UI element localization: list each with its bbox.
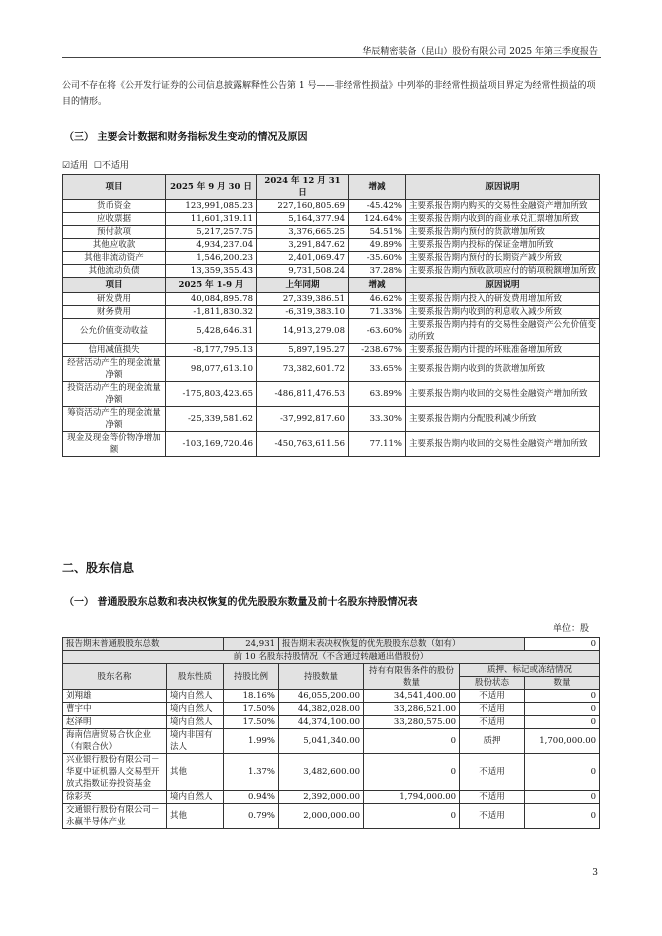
- col-count-header: 数量: [525, 677, 600, 690]
- item-name-cell: 公允价值变动收益: [63, 319, 166, 344]
- top10-title: 前 10 名股东持股情况（不含通过转融通出借股份）: [63, 651, 600, 664]
- header-divider: [62, 57, 601, 58]
- pledge-count-cell: 0: [525, 703, 600, 716]
- holder-nature-cell: 境内自然人: [167, 791, 224, 804]
- value-cell: 5,428,646.31: [166, 319, 257, 344]
- section-heading-shareholders: 二、股东信息: [62, 561, 135, 575]
- table-header-cell: 2024 年 12 月 31 日: [257, 175, 349, 200]
- table-row: [63, 407, 600, 432]
- value-cell: 1,546,200.23: [166, 252, 257, 265]
- item-name-cell: 其他流动负债: [63, 265, 166, 278]
- pledge-count-cell: 0: [525, 804, 600, 829]
- value-cell: 13,359,355.43: [166, 265, 257, 278]
- pledge-status-cell: 不适用: [460, 804, 525, 829]
- table-row: [63, 200, 600, 213]
- value-cell: 54.51%: [349, 226, 406, 239]
- value-cell: 14,913,279.08: [257, 319, 349, 344]
- shareholder-row: [63, 804, 600, 829]
- holder-name-cell: 刘翔雄: [63, 690, 167, 703]
- table-row: [63, 357, 600, 382]
- restricted-qty-cell: 0: [364, 729, 460, 754]
- value-cell: 46.62%: [349, 293, 406, 306]
- shareholders-table: [62, 637, 600, 829]
- value-cell: 11,601,319.11: [166, 213, 257, 226]
- col-name-header: 股东名称: [63, 664, 167, 690]
- shareholder-row: [63, 791, 600, 804]
- holder-nature-cell: 其他: [167, 754, 224, 791]
- table-header-cell: 上年同期: [257, 278, 349, 293]
- value-cell: -175,803,423.65: [166, 382, 257, 407]
- reason-cell: 主要系报告期内收到的利息收入减少所致: [406, 306, 600, 319]
- reason-cell: 主要系报告期内收回的交易性金融资产增加所致: [406, 382, 600, 407]
- holder-ratio-cell: 17.50%: [224, 716, 279, 729]
- shareholder-row: [63, 754, 600, 791]
- table-row: [63, 432, 600, 457]
- holder-qty-cell: 2,000,000.00: [279, 804, 364, 829]
- value-cell: -25,339,581.62: [166, 407, 257, 432]
- section-heading-top-shareholders: （一） 普通股股东总数和表决权恢复的优先股股东数量及前十名股东持股情况表: [64, 597, 418, 608]
- total-holders-value: 24,931: [224, 638, 279, 651]
- value-cell: -35.60%: [349, 252, 406, 265]
- value-cell: -238.67%: [349, 344, 406, 357]
- pledge-count-cell: 0: [525, 690, 600, 703]
- page-header: 华辰精密装备（昆山）股份有限公司 2025 年第三季度报告: [362, 47, 598, 57]
- value-cell: 27,339,386.51: [257, 293, 349, 306]
- reason-cell: 主要系报告期内收到的货款增加所致: [406, 357, 600, 382]
- holder-nature-cell: 其他: [167, 804, 224, 829]
- holder-qty-cell: 5,041,340.00: [279, 729, 364, 754]
- col-status-header: 股份状态: [460, 677, 525, 690]
- item-name-cell: 货币资金: [63, 200, 166, 213]
- table-row: [63, 239, 600, 252]
- table-row: [63, 306, 600, 319]
- value-cell: 33.65%: [349, 357, 406, 382]
- holder-qty-cell: 3,482,600.00: [279, 754, 364, 791]
- table-row: [63, 293, 600, 306]
- holder-ratio-cell: 0.94%: [224, 791, 279, 804]
- financial-changes-table: [62, 174, 600, 457]
- value-cell: -450,763,611.56: [257, 432, 349, 457]
- holder-qty-cell: 44,374,100.00: [279, 716, 364, 729]
- pledge-status-cell: 质押: [460, 729, 525, 754]
- holder-name-cell: 兴业银行股份有限公司－华夏中证机器人交易型开放式指数证券投资基金: [63, 754, 167, 791]
- item-name-cell: 筹资活动产生的现金流量净额: [63, 407, 166, 432]
- value-cell: 123,991,085.23: [166, 200, 257, 213]
- col-restricted-header: 持有有限售条件的股份数量: [364, 664, 460, 690]
- not-applicable-checkbox: ☐不适用: [93, 161, 129, 171]
- value-cell: 73,382,601.72: [257, 357, 349, 382]
- reason-cell: 主要系报告期内投标的保证金增加所致: [406, 239, 600, 252]
- shareholder-row: [63, 729, 600, 754]
- item-name-cell: 现金及现金等价物净增加额: [63, 432, 166, 457]
- pledge-count-cell: 0: [525, 716, 600, 729]
- pledge-status-cell: 不适用: [460, 716, 525, 729]
- value-cell: -1,811,830.32: [166, 306, 257, 319]
- applicability-checkboxes: [62, 158, 129, 171]
- holder-ratio-cell: 1.37%: [224, 754, 279, 791]
- value-cell: -8,177,795.13: [166, 344, 257, 357]
- value-cell: 227,160,805.69: [257, 200, 349, 213]
- pledge-status-cell: 不适用: [460, 703, 525, 716]
- table-row: [63, 213, 600, 226]
- value-cell: 98,077,613.10: [166, 357, 257, 382]
- table-row: [63, 265, 600, 278]
- value-cell: 77.11%: [349, 432, 406, 457]
- value-cell: -486,811,476.53: [257, 382, 349, 407]
- reason-cell: 主要系报告期内分配股利减少所致: [406, 407, 600, 432]
- pref-holders-value: 0: [525, 638, 600, 651]
- pledge-count-cell: 0: [525, 791, 600, 804]
- pledge-status-cell: 不适用: [460, 690, 525, 703]
- unit-label: 单位：股: [552, 624, 589, 634]
- pledge-status-cell: 不适用: [460, 791, 525, 804]
- item-name-cell: 信用减值损失: [63, 344, 166, 357]
- item-name-cell: 预付款项: [63, 226, 166, 239]
- intro-paragraph: 公司不存在将《公开发行证券的公司信息披露解释性公告第 1 号——非经常性损益》中列举的非经常性损益项目界定为经常性损益的项目的情形。: [62, 81, 596, 107]
- value-cell: 49.89%: [349, 239, 406, 252]
- pledge-status-cell: 不适用: [460, 754, 525, 791]
- holder-ratio-cell: 1.99%: [224, 729, 279, 754]
- value-cell: 37.28%: [349, 265, 406, 278]
- col-nature-header: 股东性质: [167, 664, 224, 690]
- table-header-cell: 2025 年 1-9 月: [166, 278, 257, 293]
- holder-nature-cell: 境内自然人: [167, 690, 224, 703]
- holder-qty-cell: 44,382,028.00: [279, 703, 364, 716]
- reason-cell: 主要系报告期内预付的货款增加所致: [406, 226, 600, 239]
- item-name-cell: 其他非流动资产: [63, 252, 166, 265]
- applicable-checkbox: ☑适用: [62, 161, 89, 171]
- reason-cell: 主要系报告期内投入的研发费用增加所致: [406, 293, 600, 306]
- holder-name-cell: 赵泽明: [63, 716, 167, 729]
- restricted-qty-cell: 0: [364, 754, 460, 791]
- reason-cell: 主要系报告期内预付的长期资产减少所致: [406, 252, 600, 265]
- holder-nature-cell: 境内自然人: [167, 703, 224, 716]
- value-cell: 5,164,377.94: [257, 213, 349, 226]
- restricted-qty-cell: 34,541,400.00: [364, 690, 460, 703]
- table-header-cell: 项目: [63, 175, 166, 200]
- shareholder-row: [63, 716, 600, 729]
- reason-cell: 主要系报告期内购买的交易性金融资产增加所致: [406, 200, 600, 213]
- table-row: [63, 252, 600, 265]
- table-row: [63, 226, 600, 239]
- reason-cell: 主要系报告期内计提的坏账准备增加所致: [406, 344, 600, 357]
- holder-name-cell: 曹宇中: [63, 703, 167, 716]
- item-name-cell: 投资活动产生的现金流量净额: [63, 382, 166, 407]
- table-header-row: [63, 175, 600, 200]
- page-number: 3: [592, 868, 598, 878]
- col-ratio-header: 持股比例: [224, 664, 279, 690]
- value-cell: 5,217,257.75: [166, 226, 257, 239]
- holder-name-cell: 交通银行股份有限公司－永赢半导体产业: [63, 804, 167, 829]
- restricted-qty-cell: 33,286,521.00: [364, 703, 460, 716]
- table-header-cell: 原因说明: [406, 278, 600, 293]
- table-row: [63, 319, 600, 344]
- value-cell: 3,291,847.62: [257, 239, 349, 252]
- value-cell: 2,401,069.47: [257, 252, 349, 265]
- value-cell: 71.33%: [349, 306, 406, 319]
- value-cell: -6,319,383.10: [257, 306, 349, 319]
- total-holders-label: 报告期末普通股股东总数: [63, 638, 224, 651]
- value-cell: -45.42%: [349, 200, 406, 213]
- reason-cell: 主要系报告期内收回的交易性金融资产增加所致: [406, 432, 600, 457]
- shareholder-row: [63, 690, 600, 703]
- value-cell: -37,992,817.60: [257, 407, 349, 432]
- value-cell: 9,731,508.24: [257, 265, 349, 278]
- restricted-qty-cell: 0: [364, 804, 460, 829]
- value-cell: 63.89%: [349, 382, 406, 407]
- reason-cell: 主要系报告期内收到的商业承兑汇票增加所致: [406, 213, 600, 226]
- col-pledge-header: 质押、标记或冻结情况: [460, 664, 600, 677]
- pledge-count-cell: 1,700,000.00: [525, 729, 600, 754]
- holder-nature-cell: 境内非国有法人: [167, 729, 224, 754]
- holder-ratio-cell: 17.50%: [224, 703, 279, 716]
- reason-cell: 主要系报告期内持有的交易性金融资产公允价值变动所致: [406, 319, 600, 344]
- value-cell: 3,376,665.25: [257, 226, 349, 239]
- reason-cell: 主要系报告期内预收款项应付的销项税额增加所致: [406, 265, 600, 278]
- value-cell: 4,934,237.04: [166, 239, 257, 252]
- restricted-qty-cell: 33,280,575.00: [364, 716, 460, 729]
- pledge-count-cell: 0: [525, 754, 600, 791]
- table-header-cell: 项目: [63, 278, 166, 293]
- table-header-cell: 增减: [349, 175, 406, 200]
- table-row: [63, 344, 600, 357]
- value-cell: -63.60%: [349, 319, 406, 344]
- col-qty-header: 持股数量: [279, 664, 364, 690]
- value-cell: 124.64%: [349, 213, 406, 226]
- item-name-cell: 财务费用: [63, 306, 166, 319]
- shareholder-row: [63, 703, 600, 716]
- item-name-cell: 研发费用: [63, 293, 166, 306]
- item-name-cell: 其他应收款: [63, 239, 166, 252]
- value-cell: 40,084,895.78: [166, 293, 257, 306]
- holder-name-cell: 海南信唐贸易合伙企业（有限合伙）: [63, 729, 167, 754]
- value-cell: -103,169,720.46: [166, 432, 257, 457]
- table-header-cell: 2025 年 9 月 30 日: [166, 175, 257, 200]
- restricted-qty-cell: 1,794,000.00: [364, 791, 460, 804]
- holder-ratio-cell: 18.16%: [224, 690, 279, 703]
- pref-holders-label: 报告期末表决权恢复的优先股股东总数（如有）: [279, 638, 525, 651]
- table-header-row: [63, 278, 600, 293]
- item-name-cell: 经营活动产生的现金流量净额: [63, 357, 166, 382]
- item-name-cell: 应收票据: [63, 213, 166, 226]
- table-header-cell: 增减: [349, 278, 406, 293]
- value-cell: 5,897,195.27: [257, 344, 349, 357]
- holder-ratio-cell: 0.79%: [224, 804, 279, 829]
- table-row: [63, 382, 600, 407]
- value-cell: 33.30%: [349, 407, 406, 432]
- holder-nature-cell: 境内自然人: [167, 716, 224, 729]
- section-heading-changes: （三） 主要会计数据和财务指标发生变动的情况及原因: [64, 132, 308, 143]
- holder-qty-cell: 46,055,200.00: [279, 690, 364, 703]
- holder-name-cell: 徐彩英: [63, 791, 167, 804]
- holder-qty-cell: 2,392,000.00: [279, 791, 364, 804]
- table-header-cell: 原因说明: [406, 175, 600, 200]
